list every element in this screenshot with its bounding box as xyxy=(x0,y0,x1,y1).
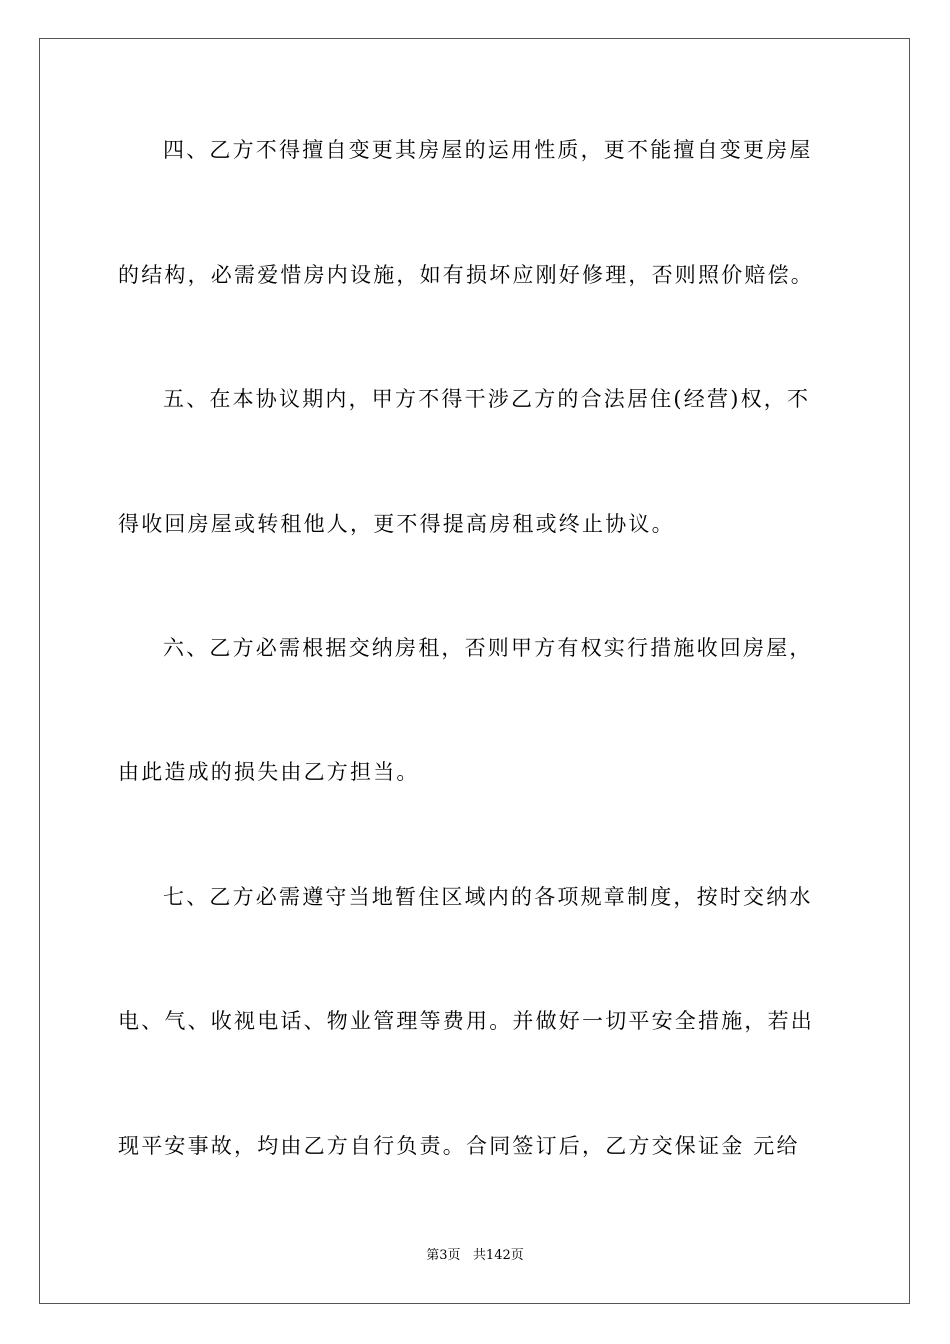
page-number-footer: 第3页 共142页 xyxy=(426,1248,524,1263)
paragraph-4-line-2: 的结构，必需爱惜房内设施，如有损坏应刚好修理，否则照价赔偿。 xyxy=(118,263,814,287)
paragraph-6-line-1: 六、乙方必需根据交纳房租，否则甲方有权实行措施收回房屋， xyxy=(163,636,813,660)
page-border xyxy=(39,38,910,1304)
paragraph-5-line-2: 得收回房屋或转租他人，更不得提高房租或终止协议。 xyxy=(118,512,675,536)
paragraph-4-line-1: 四、乙方不得擅自变更其房屋的运用性质，更不能擅自变更房屋 xyxy=(163,138,813,162)
paragraph-7-line-3: 现平安事故，均由乙方自行负责。合同签订后，乙方交保证金 元给 xyxy=(118,1134,800,1158)
paragraph-5-line-1: 五、在本协议期内，甲方不得干涉乙方的合法居住(经营)权，不 xyxy=(163,387,811,411)
paragraph-7-line-2: 电、气、收视电话、物业管理等费用。并做好一切平安全措施，若出 xyxy=(118,1009,814,1033)
paragraph-6-line-2: 由此造成的损失由乙方担当。 xyxy=(118,760,420,784)
paragraph-7-line-1: 七、乙方必需遵守当地暂住区域内的各项规章制度，按时交纳水 xyxy=(163,885,813,909)
